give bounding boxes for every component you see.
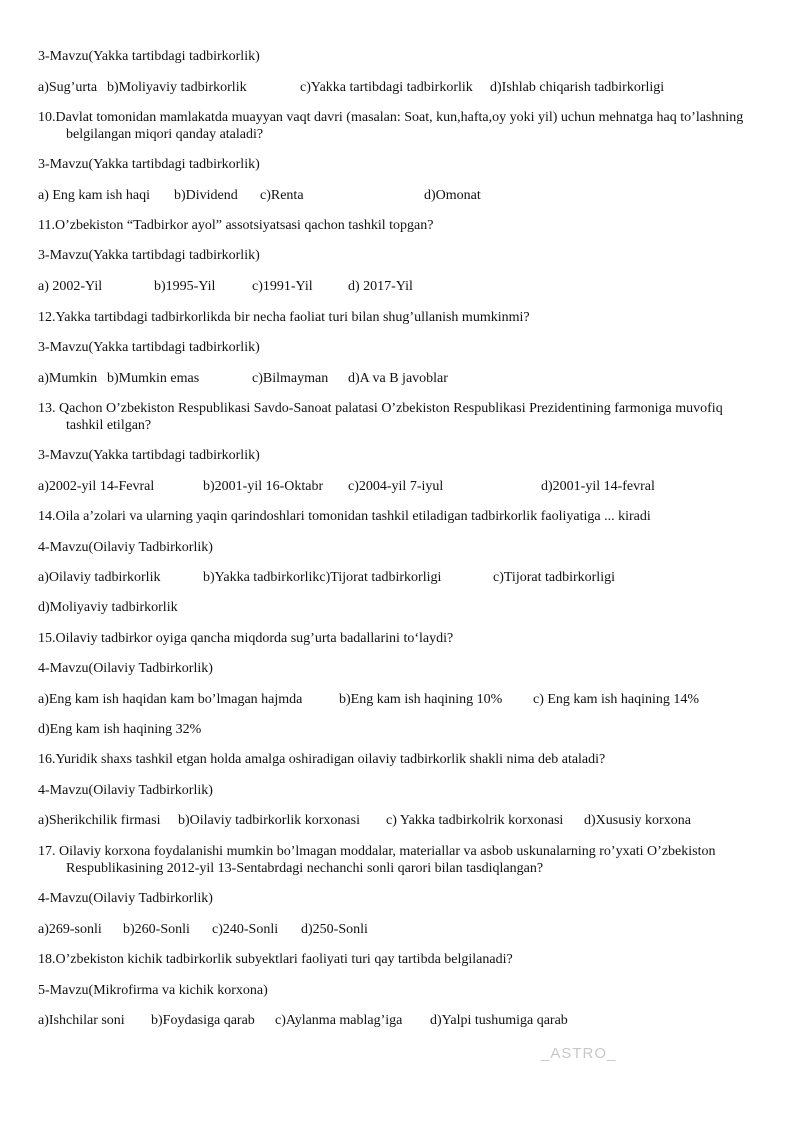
question-text: 13. Qachon O’zbekiston Respublikasi Savdo-Sanoat palatasi O’zbekiston Respublikasi Prezidentining farmoniga muvofiq [38, 401, 723, 416]
option-b: b)Oilaviy tadbirkorlik korxonasi [178, 813, 360, 828]
question-text-continued: tashkil etilgan? [66, 418, 152, 433]
option-a: a)Eng kam ish haqidan kam bo’lmagan hajmda [38, 692, 303, 707]
option-a: a) Eng kam ish haqi [38, 188, 150, 203]
option-a: a)2002-yil 14-Fevral [38, 479, 155, 494]
option-b: b)Moliyaviy tadbirkorlik [107, 80, 247, 95]
option-b: b)Eng kam ish haqining 10% [339, 692, 503, 707]
option-a: a) 2002-Yil [38, 279, 103, 294]
option-b: b)260-Sonli [123, 922, 190, 937]
topic-label: 4-Mavzu(Oilaviy Tadbirkorlik) [38, 540, 213, 555]
option-b: b)1995-Yil [154, 279, 216, 294]
option-c: c)Renta [260, 188, 304, 203]
question-text: 16.Yuridik shaxs tashkil etgan holda amalga oshiradigan oilaviy tadbirkorlik shakli nima deb ataladi? [38, 752, 606, 767]
option-c: c)Bilmayman [252, 371, 329, 386]
option-d: d)A va B javoblar [348, 371, 448, 386]
topic-label: 3-Mavzu(Yakka tartibdagi tadbirkorlik) [38, 448, 260, 463]
option-d: d)Xususiy korxona [584, 813, 691, 828]
question-text: 14.Oila a’zolari va ularning yaqin qarindoshlari tomonidan tashkil etiladigan tadbirkorlik faoliyatiga ... kiradi [38, 509, 651, 524]
question-text: 17. Oilaviy korxona foydalanishi mumkin bo’lmagan moddalar, materiallar va asbob uskunalarning ro’yxati O’zbekiston [38, 844, 716, 859]
option-a: a)269-sonli [38, 922, 102, 937]
option-c: c)2004-yil 7-iyul [348, 479, 444, 494]
option-d: d)2001-yil 14-fevral [541, 479, 655, 494]
option-c: c)Aylanma mablag’iga [275, 1013, 403, 1028]
question-text: 15.Oilaviy tadbirkor oyiga qancha miqdorda sug’urta badallarini to‘laydi? [38, 631, 454, 646]
option-c: c)1991-Yil [252, 279, 313, 294]
option-c: c)240-Sonli [212, 922, 279, 937]
option-a: a)Ishchilar soni [38, 1013, 125, 1028]
option-c: c) Yakka tadbirkolrik korxonasi [386, 813, 564, 828]
option-b: b)Dividend [174, 188, 238, 203]
option-b: b)Mumkin emas [107, 371, 200, 386]
topic-label: 3-Mavzu(Yakka tartibdagi tadbirkorlik) [38, 248, 260, 263]
question-text-continued: belgilangan miqori qanday ataladi? [66, 127, 264, 142]
option-c: c)Tijorat tadbirkorligi [493, 570, 615, 585]
option-b: b)Foydasiga qarab [151, 1013, 255, 1028]
topic-label: 4-Mavzu(Oilaviy Tadbirkorlik) [38, 891, 213, 906]
option-a: a)Mumkin [38, 371, 98, 386]
topic-label: 3-Mavzu(Yakka tartibdagi tadbirkorlik) [38, 157, 260, 172]
question-text: 11.O’zbekiston “Tadbirkor ayol” assotsiyatsasi qachon tashkil topgan? [38, 218, 434, 233]
option-c: c) Eng kam ish haqining 14% [533, 692, 700, 707]
option-d: d)Eng kam ish haqining 32% [38, 722, 202, 737]
option-a: a)Oilaviy tadbirkorlik [38, 570, 161, 585]
topic-label: 4-Mavzu(Oilaviy Tadbirkorlik) [38, 661, 213, 676]
option-b: b)Yakka tadbirkorlikc)Tijorat tadbirkorligi [203, 570, 442, 585]
option-d: d)Moliyaviy tadbirkorlik [38, 600, 178, 615]
topic-label: 4-Mavzu(Oilaviy Tadbirkorlik) [38, 783, 213, 798]
option-d: d) 2017-Yil [348, 279, 413, 294]
option-d: d)Omonat [424, 188, 481, 203]
question-text: 12.Yakka tartibdagi tadbirkorlikda bir necha faoliat turi bilan shug’ullanish mumkinmi? [38, 310, 530, 325]
watermark: _ASTRO_ [541, 1045, 617, 1062]
topic-label: 3-Mavzu(Yakka tartibdagi tadbirkorlik) [38, 340, 260, 355]
option-a: a)Sug’urta [38, 80, 98, 95]
option-a: a)Sherikchilik firmasi [38, 813, 161, 828]
topic-label: 5-Mavzu(Mikrofirma va kichik korxona) [38, 983, 268, 998]
option-d: d)250-Sonli [301, 922, 368, 937]
topic-label: 3-Mavzu(Yakka tartibdagi tadbirkorlik) [38, 49, 260, 64]
question-text: 10.Davlat tomonidan mamlakatda muayyan vaqt davri (masalan: Soat, kun,hafta,oy yoki yil) uchun mehnatga haq to’lashning [38, 110, 744, 125]
option-b: b)2001-yil 16-Oktabr [203, 479, 324, 494]
option-d: d)Ishlab chiqarish tadbirkorligi [490, 80, 665, 95]
option-c: c)Yakka tartibdagi tadbirkorlik [300, 80, 473, 95]
option-d: d)Yalpi tushumiga qarab [430, 1013, 568, 1028]
question-text: 18.O’zbekiston kichik tadbirkorlik subyektlari faoliyati turi qay tartibda belgilanadi? [38, 952, 513, 967]
question-text-continued: Respublikasining 2012-yil 13-Sentabrdagi nechanchi sonli qarori bilan tasdiqlangan? [66, 861, 544, 876]
